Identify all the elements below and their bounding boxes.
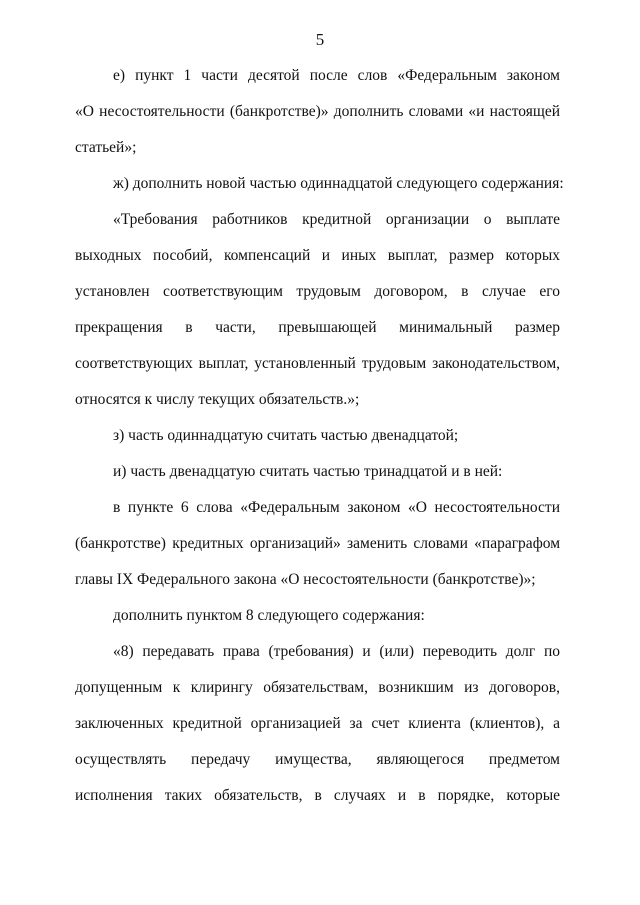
text-line-content: допущенным к клирингу обязательствам, возникшим из договоров, <box>75 679 560 696</box>
text-line-content: дополнить пунктом 8 следующего содержания: <box>113 607 425 624</box>
text-line <box>75 526 560 562</box>
text-line <box>75 706 560 742</box>
text-line <box>75 166 564 202</box>
text-line-content: осуществлять передачу имущества, являющегося предметом <box>75 751 560 768</box>
text-line <box>75 94 560 130</box>
text-line <box>75 274 560 310</box>
text-line <box>75 202 560 238</box>
text-line-content: з) часть одиннадцатую считать частью двенадцатой; <box>113 427 459 444</box>
text-line <box>75 742 560 778</box>
text-line <box>75 670 560 706</box>
text-line <box>75 778 560 814</box>
text-line <box>75 238 560 274</box>
text-line <box>75 490 560 526</box>
text-line <box>75 382 560 418</box>
document-body <box>75 58 564 814</box>
text-line-content: ж) дополнить новой частью одиннадцатой следующего содержания: <box>113 175 564 192</box>
text-line <box>75 454 560 490</box>
page-number: 5 <box>315 30 325 49</box>
text-line-content: заключенных кредитной организацией за счет клиента (клиентов), а <box>75 715 560 732</box>
text-line-content: е) пункт 1 части десятой после слов «Федеральным законом <box>113 67 560 84</box>
text-line-content: статьей»; <box>75 139 137 156</box>
text-line <box>75 130 560 166</box>
text-line <box>75 562 560 598</box>
text-line-content: соответствующих выплат, установленный трудовым законодательством, <box>75 355 560 372</box>
text-line <box>75 418 560 454</box>
text-line-content: «8) передавать права (требования) и (или) переводить долг по <box>113 643 560 660</box>
text-line-content: в пункте 6 слова «Федеральным законом «О несостоятельности <box>113 499 560 516</box>
text-line-content: «Требования работников кредитной организации о выплате <box>113 211 560 228</box>
text-line <box>75 598 560 634</box>
text-line <box>75 310 560 346</box>
text-line-content: установлен соответствующим трудовым договором, в случае его <box>75 283 560 300</box>
text-line <box>75 346 560 382</box>
text-line-content: главы IX Федерального закона «О несостоятельности (банкротстве)»; <box>75 571 536 588</box>
text-line-content: относятся к числу текущих обязательств.»; <box>75 391 360 408</box>
text-line <box>75 58 560 94</box>
text-line-content: и) часть двенадцатую считать частью тринадцатой и в ней: <box>113 463 503 480</box>
text-line <box>75 634 560 670</box>
text-line-content: выходных пособий, компенсаций и иных выплат, размер которых <box>75 247 560 264</box>
text-line-content: исполнения таких обязательств, в случаях и в порядке, которые <box>75 787 560 804</box>
text-line-content: «О несостоятельности (банкротстве)» дополнить словами «и настоящей <box>75 103 560 120</box>
text-line-content: (банкротстве) кредитных организаций» заменить словами «параграфом <box>75 535 560 552</box>
text-line-content: прекращения в части, превышающей минимальный размер <box>75 319 560 336</box>
